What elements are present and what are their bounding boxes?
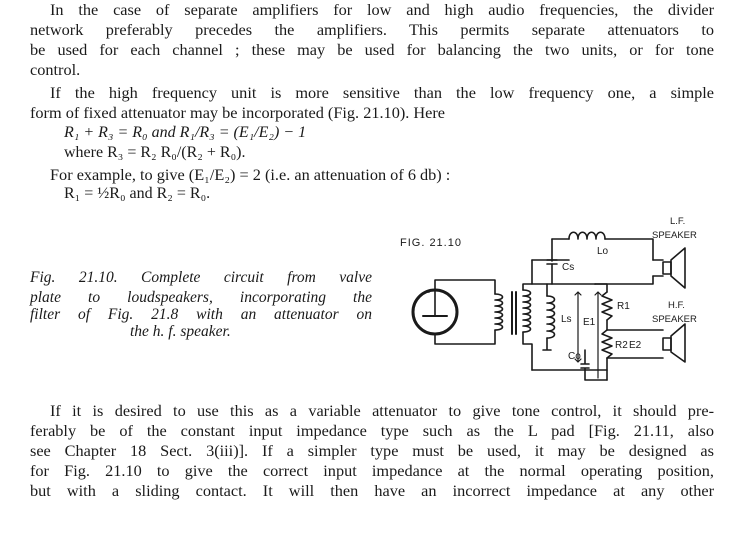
inductor-lo-icon xyxy=(569,232,605,239)
resistor-r2-icon xyxy=(602,330,612,358)
label-r2: R2 xyxy=(615,340,628,351)
circuit-diagram xyxy=(395,212,725,397)
paragraph-3-line-1: If it is desired to use this as a variable attenuator to give tone control, it should pre- xyxy=(50,401,714,420)
hf-label-1: H.F. xyxy=(668,300,685,311)
paragraph-3-line-4: for Fig. 21.10 to give the correct input impedance at the normal operating position, xyxy=(30,461,714,480)
paragraph-1-line-1: In the case of separate amplifiers for low and high audio frequencies, the divider xyxy=(50,0,714,19)
capacitor-cs-icon xyxy=(547,239,557,284)
figure-title: FIG. 21.10 xyxy=(400,237,462,249)
label-co: Co xyxy=(568,351,581,362)
paragraph-1-line-4: control. xyxy=(30,60,81,79)
label-r1: R1 xyxy=(617,301,630,312)
hf-label-2: SPEAKER xyxy=(652,314,697,325)
paragraph-3-line-5: but with a sliding contact. It will then have an incorrect impedance at any other xyxy=(30,481,714,500)
label-cs: Cs xyxy=(562,262,575,273)
inductor-ls-icon xyxy=(547,296,555,338)
lf-label-1: L.F. xyxy=(670,216,686,227)
figure-caption-line-3: filter of Fig. 21.8 with an attenuator on xyxy=(30,306,372,323)
label-ls: Ls xyxy=(561,314,572,325)
paragraph-1-line-3: be used for each channel ; these may be used for balancing the two units, or for tone xyxy=(30,40,714,59)
valve-icon xyxy=(413,280,495,344)
equation-1: R₁ + R₃ = R₀ and R₁/R₃ = (E₁/E₂) − 1 xyxy=(64,124,307,141)
capacitor-co-icon xyxy=(581,350,607,380)
output-transformer-icon xyxy=(495,260,532,370)
paragraph-2-line-1: If the high frequency unit is more sensitive than the low frequency one, a simple xyxy=(50,83,714,102)
paragraph-3-line-2: ferably be of the constant input impedance type such as the L pad [Fig. 21.11, also xyxy=(30,421,714,440)
figure-caption-line-4: the h. f. speaker. xyxy=(130,323,231,340)
paragraph-3-line-3: see Chapter 18 Sect. 3(iii)]. If a simpler type must be used, it may be designed as xyxy=(30,441,714,460)
label-e1: E1 xyxy=(583,317,596,328)
label-e2: E2 xyxy=(629,340,642,351)
equation-2: where R₃ = R₂ R₀/(R₂ + R₀). xyxy=(64,144,246,161)
lf-speaker-icon xyxy=(653,248,685,288)
figure-caption-line-2: plate to loudspeakers, incorporating the xyxy=(30,289,372,306)
paragraph-1-line-2: network preferably precedes the amplifiers. This permits separate attenuators to xyxy=(30,20,714,39)
figure-caption-line-1: Fig. 21.10. Complete circuit from valve xyxy=(30,269,372,286)
paragraph-2-line-2: form of fixed attenuator may be incorporated (Fig. 21.10). Here xyxy=(30,103,446,122)
example-line: For example, to give (E₁/E₂) = 2 (i.e. an attenuation of 6 db) : xyxy=(50,165,451,184)
equation-3: R₁ = ½R₀ and R₂ = R₀. xyxy=(64,185,211,202)
resistor-r1-icon xyxy=(602,292,612,320)
label-lo: Lo xyxy=(597,246,609,257)
lf-label-2: SPEAKER xyxy=(652,230,697,241)
